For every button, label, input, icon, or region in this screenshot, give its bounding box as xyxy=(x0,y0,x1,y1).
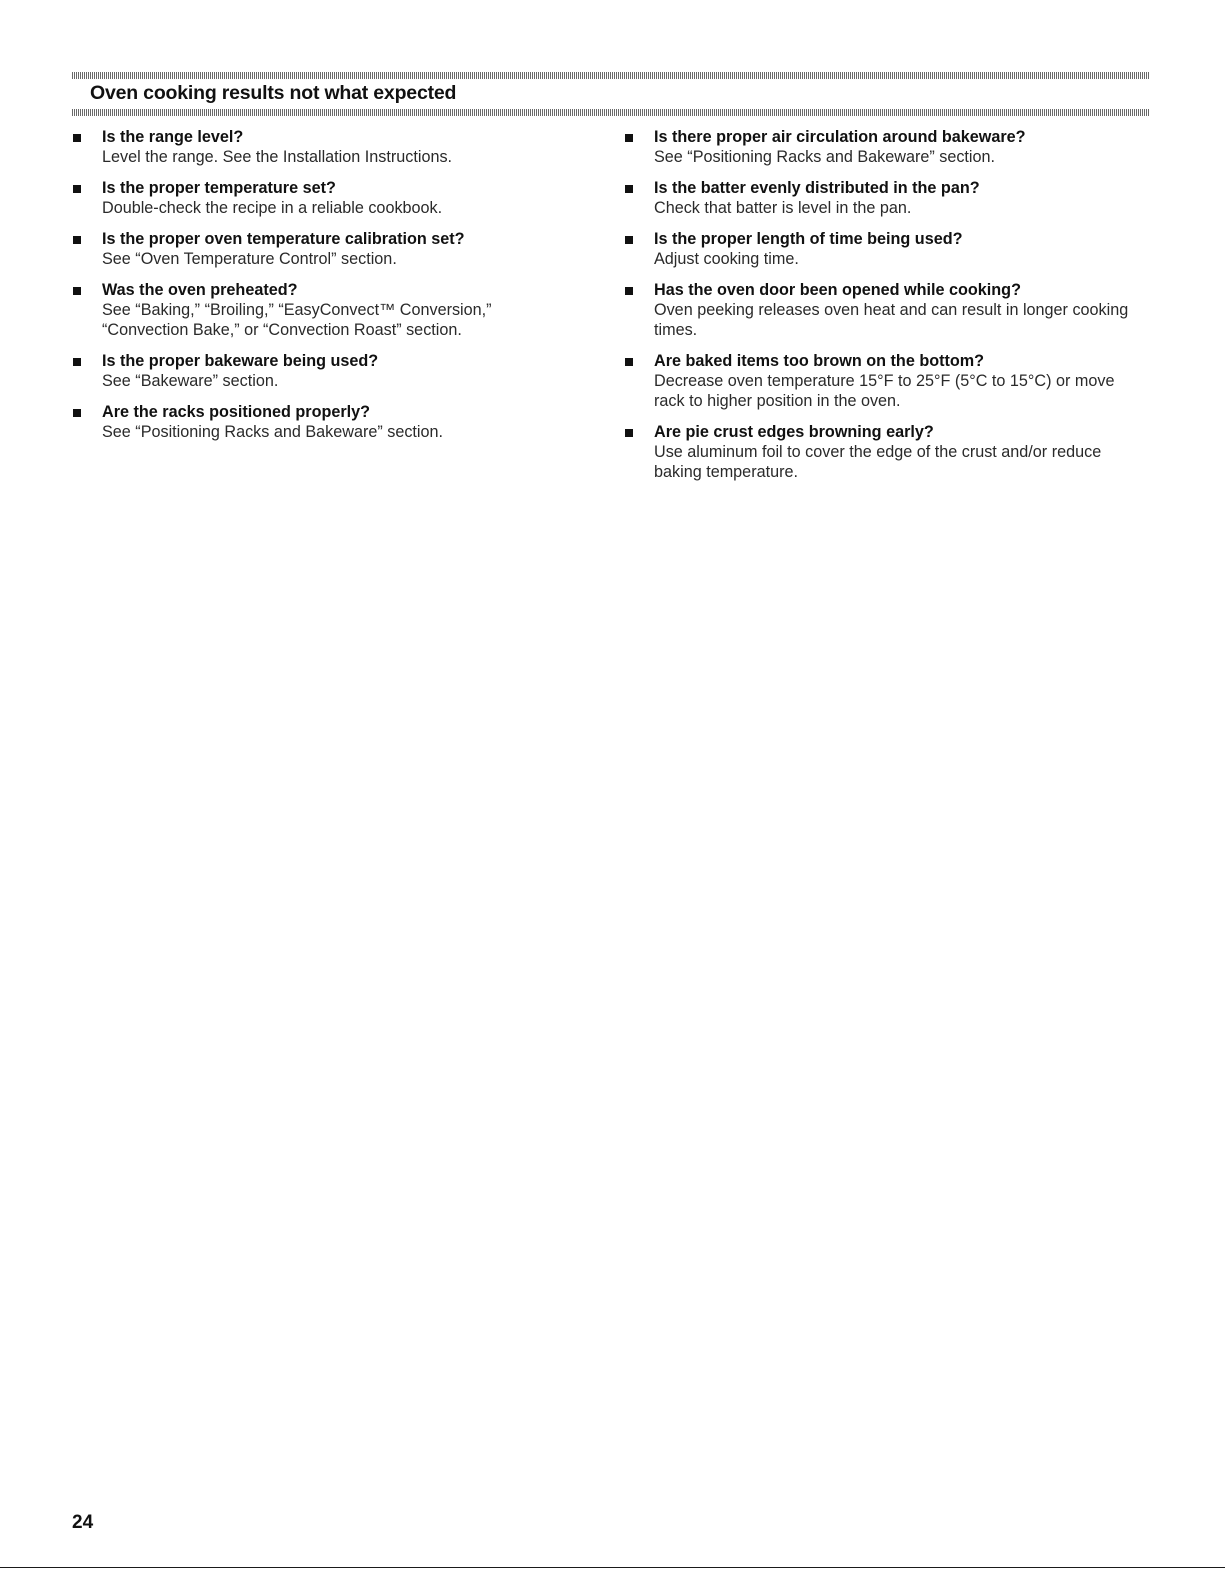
square-bullet-icon xyxy=(625,236,633,244)
troubleshooting-list-right xyxy=(624,127,1134,493)
list-item xyxy=(624,351,1134,411)
item-question: Is the proper length of time being used? xyxy=(654,230,963,248)
item-answer: See “Bakeware” section. xyxy=(102,372,279,390)
item-answer: See “Baking,” “Broiling,” “EasyConvect™ Conversion,” “Convection Bake,” or “Convection Roast” section. xyxy=(102,301,492,339)
square-bullet-icon xyxy=(625,358,633,366)
list-item xyxy=(624,422,1134,482)
item-answer: Check that batter is level in the pan. xyxy=(654,199,912,217)
header-bottom-rule xyxy=(72,109,1150,116)
item-question: Are the racks positioned properly? xyxy=(102,403,371,421)
square-bullet-icon xyxy=(625,429,633,437)
square-bullet-icon xyxy=(73,287,81,295)
page-number: 24 xyxy=(72,1512,94,1533)
item-question: Are pie crust edges browning early? xyxy=(654,423,934,441)
square-bullet-icon xyxy=(73,409,81,417)
section-title: Oven cooking results not what expected xyxy=(90,82,457,104)
square-bullet-icon xyxy=(73,134,81,142)
square-bullet-icon xyxy=(73,236,81,244)
item-answer: See “Positioning Racks and Bakeware” section. xyxy=(102,423,444,441)
item-answer: See “Positioning Racks and Bakeware” section. xyxy=(654,148,996,166)
list-item xyxy=(72,351,572,391)
item-question: Was the oven preheated? xyxy=(102,281,298,299)
item-answer: Adjust cooking time. xyxy=(654,250,799,268)
item-answer: Double-check the recipe in a reliable cookbook. xyxy=(102,199,443,217)
item-answer: Use aluminum foil to cover the edge of the crust and/or reduce baking temperature. xyxy=(654,443,1102,481)
list-item xyxy=(72,178,572,218)
list-item xyxy=(624,229,1134,269)
list-item xyxy=(72,280,572,340)
item-answer: See “Oven Temperature Control” section. xyxy=(102,250,397,268)
list-item xyxy=(624,127,1134,167)
list-item xyxy=(624,178,1134,218)
item-question: Has the oven door been opened while cooking? xyxy=(654,281,1021,299)
item-answer: Level the range. See the Installation Instructions. xyxy=(102,148,453,166)
item-answer: Oven peeking releases oven heat and can result in longer cooking times. xyxy=(654,301,1129,339)
square-bullet-icon xyxy=(73,358,81,366)
item-question: Is the proper oven temperature calibration set? xyxy=(102,230,465,248)
item-question: Is the batter evenly distributed in the pan? xyxy=(654,179,980,197)
list-item xyxy=(72,127,572,167)
square-bullet-icon xyxy=(625,134,633,142)
item-question: Are baked items too brown on the bottom? xyxy=(654,352,985,370)
troubleshooting-list-left xyxy=(72,127,572,453)
page-bottom-rule xyxy=(0,1567,1225,1568)
item-question: Is the proper temperature set? xyxy=(102,179,336,197)
list-item xyxy=(72,229,572,269)
list-item xyxy=(624,280,1134,340)
item-question: Is the proper bakeware being used? xyxy=(102,352,379,370)
header-top-rule xyxy=(72,72,1150,79)
square-bullet-icon xyxy=(625,185,633,193)
square-bullet-icon xyxy=(625,287,633,295)
item-question: Is the range level? xyxy=(102,128,244,146)
square-bullet-icon xyxy=(73,185,81,193)
item-answer: Decrease oven temperature 15°F to 25°F (5°C to 15°C) or move rack to higher position in the oven. xyxy=(654,372,1115,410)
list-item xyxy=(72,402,572,442)
section-header xyxy=(72,72,1150,116)
item-question: Is there proper air circulation around bakeware? xyxy=(654,128,1026,146)
